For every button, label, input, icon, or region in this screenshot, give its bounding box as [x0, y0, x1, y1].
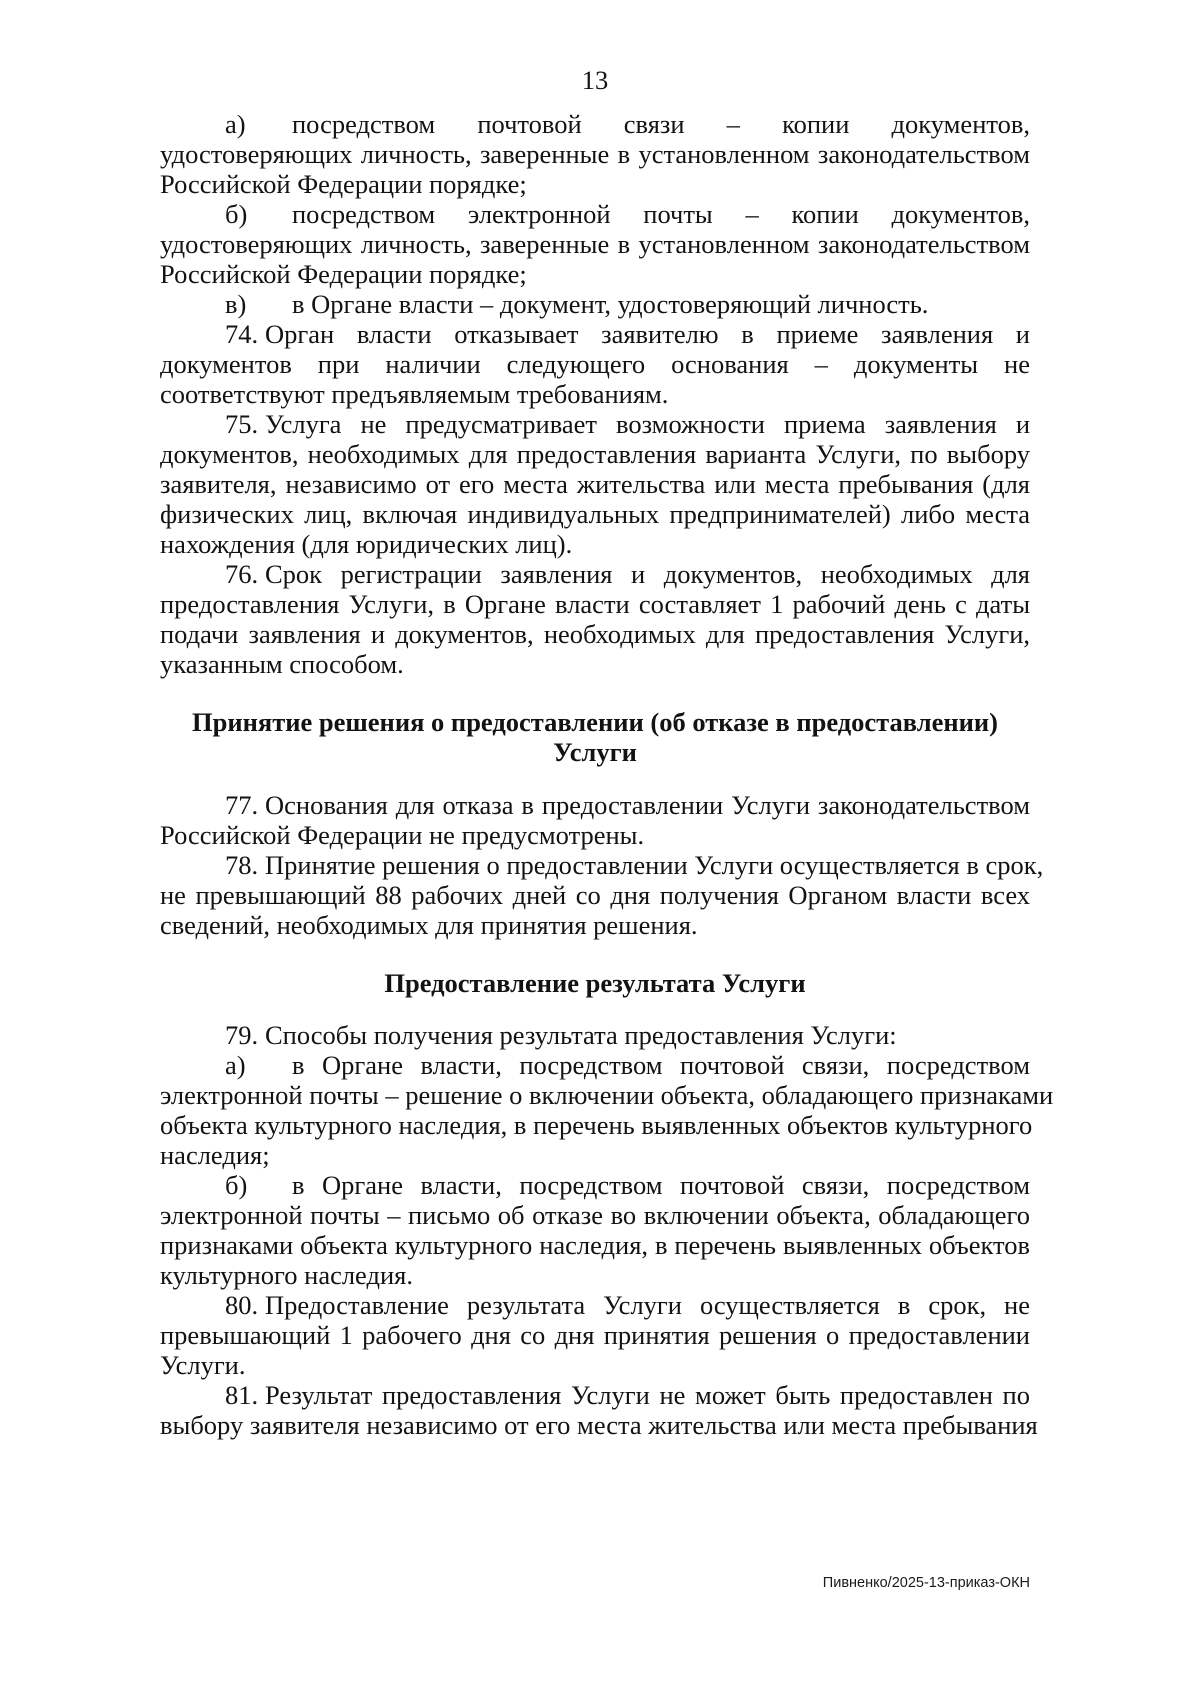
- clause-74: [160, 319, 1030, 409]
- clause-80: [160, 1290, 1030, 1380]
- line-text: посредством почтовой связи – копии документов,: [292, 109, 1030, 139]
- paragraph-line: [160, 1170, 1030, 1200]
- clause-number: 76.: [225, 559, 259, 589]
- paragraph-line: выбору заявителя независимо от его места жительства или места пребывания: [160, 1410, 1038, 1440]
- clause-75: [160, 409, 1030, 559]
- paragraph-line: [160, 790, 1030, 820]
- line-text: Орган власти отказывает заявителю в приеме заявления и: [265, 319, 1030, 349]
- paragraph-line: признаками объекта культурного наследия, в перечень выявленных объектов: [160, 1230, 1030, 1260]
- paragraph-line: [160, 850, 1044, 880]
- heading-line: Предоставление результата Услуги: [384, 968, 806, 998]
- paragraph-line: [160, 1020, 1030, 1050]
- clause-number: 78.: [225, 850, 259, 880]
- line-text: Принятие решения о предоставлении Услуги осуществляется в срок,: [265, 850, 1044, 880]
- clause-number: 77.: [225, 790, 259, 820]
- line-text: в Органе власти, посредством почтовой связи, посредством: [292, 1050, 1030, 1080]
- line-text: Способы получения результата предоставления Услуги:: [265, 1020, 897, 1050]
- list-marker: в): [225, 289, 247, 319]
- line-text: Предоставление результата Услуги осуществляется в срок, не: [265, 1290, 1030, 1320]
- paragraph-line: сведений, необходимых для принятия решения.: [160, 910, 698, 940]
- paragraph-line: [160, 289, 1030, 319]
- heading-line: Принятие решения о предоставлении (об отказе в предоставлении): [192, 707, 998, 737]
- list-item-b-result: [160, 1170, 1030, 1290]
- paragraph-line: соответствуют предъявляемым требованиям.: [160, 379, 669, 409]
- paragraph-line: документов, необходимых для предоставления варианта Услуги, по выбору: [160, 439, 1030, 469]
- list-item-b-email: [160, 199, 1030, 289]
- paragraph-line: превышающий 1 рабочего дня со дня принятия решения о предоставлении: [160, 1320, 1030, 1350]
- footer-doc-reference: Пивненко/2025-13-приказ-ОКН: [822, 1575, 1030, 1591]
- paragraph-line: нахождения (для юридических лиц).: [160, 529, 573, 559]
- paragraph-line: удостоверяющих личность, заверенные в установленном законодательством: [160, 229, 1030, 259]
- line-text: Услуга не предусматривает возможности приема заявления и: [265, 409, 1030, 439]
- paragraph-line: электронной почты – решение о включении объекта, обладающего признаками: [160, 1080, 1054, 1110]
- paragraph-line: [160, 1380, 1030, 1410]
- paragraph-line: предоставления Услуги, в Органе власти составляет 1 рабочий день с даты: [160, 589, 1030, 619]
- clause-78: [160, 850, 1044, 940]
- paragraph-line: [160, 1290, 1030, 1320]
- clause-number: 80.: [225, 1290, 259, 1320]
- list-item-v-office: [160, 289, 1030, 319]
- line-text: Результат предоставления Услуги не может быть предоставлен по: [265, 1380, 1030, 1410]
- clause-81: [160, 1380, 1038, 1440]
- paragraph-line: [160, 109, 1030, 139]
- paragraph-line: [160, 319, 1030, 349]
- paragraph-line: [160, 199, 1030, 229]
- list-item-a-mail: [160, 109, 1030, 199]
- list-item-a-result: [160, 1050, 1054, 1170]
- list-marker: б): [225, 1170, 248, 1200]
- paragraph-line: объекта культурного наследия, в перечень выявленных объектов культурного: [160, 1110, 1033, 1140]
- paragraph-line: заявителя, независимо от его места жительства или места пребывания (для: [160, 469, 1030, 499]
- line-text: в Органе власти – документ, удостоверяющий личность.: [292, 289, 929, 319]
- clause-number: 79.: [225, 1020, 259, 1050]
- paragraph-line: Российской Федерации не предусмотрены.: [160, 820, 645, 850]
- line-text: посредством электронной почты – копии документов,: [292, 199, 1030, 229]
- paragraph-line: Российской Федерации порядке;: [160, 169, 527, 199]
- line-text: Основания для отказа в предоставлении Услуги законодательством: [265, 790, 1030, 820]
- line-text: в Органе власти, посредством почтовой связи, посредством: [292, 1170, 1030, 1200]
- paragraph-line: [160, 559, 1030, 589]
- paragraph-line: указанным способом.: [160, 649, 404, 679]
- section-heading-result: [160, 968, 1030, 998]
- clause-number: 75.: [225, 409, 259, 439]
- paragraph-line: [160, 1050, 1030, 1080]
- clause-number: 81.: [225, 1380, 259, 1410]
- section-heading-decision: [160, 707, 1030, 767]
- paragraph-line: документов при наличии следующего основания – документы не: [160, 349, 1030, 379]
- paragraph-line: физических лиц, включая индивидуальных предпринимателей) либо места: [160, 499, 1030, 529]
- paragraph-line: [160, 409, 1030, 439]
- list-marker: а): [225, 1050, 246, 1080]
- document-body: [160, 109, 1054, 1440]
- paragraph-line: не превышающий 88 рабочих дней со дня получения Органом власти всех: [160, 880, 1030, 910]
- clause-76: [160, 559, 1030, 679]
- paragraph-line: наследия;: [160, 1140, 270, 1170]
- clause-77: [160, 790, 1030, 850]
- paragraph-line: Услуги.: [160, 1350, 246, 1380]
- list-marker: б): [225, 199, 248, 229]
- paragraph-line: культурного наследия.: [160, 1260, 413, 1290]
- page-number: 13: [581, 65, 609, 95]
- line-text: Срок регистрации заявления и документов, необходимых для: [265, 559, 1030, 589]
- heading-line: Услуги: [553, 737, 637, 767]
- list-marker: а): [225, 109, 246, 139]
- paragraph-line: удостоверяющих личность, заверенные в установленном законодательством: [160, 139, 1030, 169]
- paragraph-line: электронной почты – письмо об отказе во включении объекта, обладающего: [160, 1200, 1030, 1230]
- clause-79: [160, 1020, 1030, 1050]
- paragraph-line: Российской Федерации порядке;: [160, 259, 527, 289]
- clause-number: 74.: [225, 319, 259, 349]
- paragraph-line: подачи заявления и документов, необходимых для предоставления Услуги,: [160, 619, 1030, 649]
